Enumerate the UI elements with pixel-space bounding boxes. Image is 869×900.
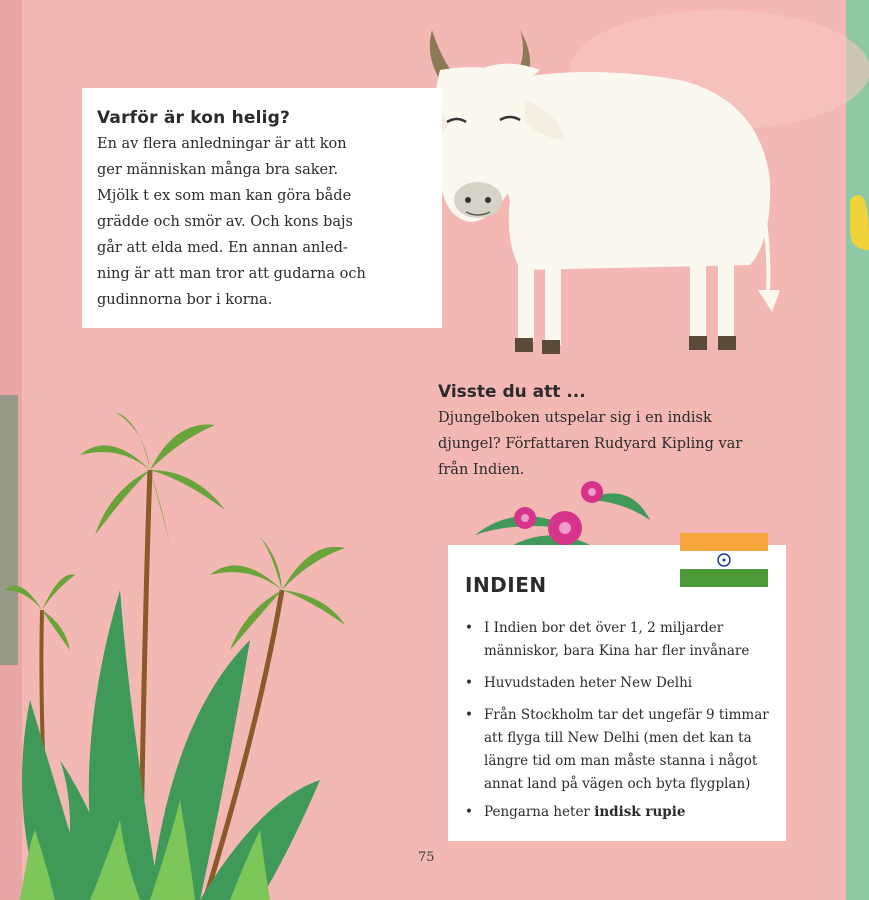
cow-text-line: En av flera anledningar är att kon <box>97 136 347 152</box>
fact-section-title: Visste du att ... <box>438 382 586 402</box>
cow-text-line: ning är att man tror att gudarna och <box>97 266 366 282</box>
india-card-title: INDIEN <box>465 573 547 597</box>
bullet-text-line: att flyga till New Delhi (men det kan ta <box>484 730 752 746</box>
fact-text-line: från Indien. <box>438 462 525 478</box>
bullet-text-line: annat land på vägen och byta flygplan) <box>484 776 751 792</box>
bullet-icon: • <box>465 675 473 691</box>
page-number: 75 <box>418 850 435 865</box>
bullet-text-line: I Indien bor det över 1, 2 miljarder <box>484 620 724 636</box>
bullet-icon: • <box>465 620 473 636</box>
cow-text-line: går att elda med. En annan anled- <box>97 240 348 256</box>
cow-text-line: gudinnorna bor i korna. <box>97 292 273 308</box>
bullet-icon: • <box>465 707 473 723</box>
india-flag-icon <box>680 533 768 587</box>
right-page-edge <box>846 0 869 900</box>
cow-text-line: ger människan många bra saker. <box>97 162 339 178</box>
currency-name: indisk rupie <box>594 804 686 820</box>
bullet-text-line <box>484 804 685 820</box>
fact-text-line: Djungelboken utspelar sig i en indisk <box>438 410 712 426</box>
cow-text-line: grädde och smör av. Och kons bajs <box>97 214 353 230</box>
left-photo-edge <box>0 395 18 665</box>
bullet-text-line: längre tid om man måste stanna i något <box>484 753 758 769</box>
currency-prefix: Pengarna heter <box>484 804 595 820</box>
bullet-text-line: Från Stockholm tar det ungefär 9 timmar <box>484 707 769 723</box>
bullet-text-line: människor, bara Kina har fler invånare <box>484 643 750 659</box>
cow-text-line: Mjölk t ex som man kan göra både <box>97 188 352 204</box>
cow-section-title: Varför är kon helig? <box>97 108 291 128</box>
bullet-text-line: Huvudstaden heter New Delhi <box>484 675 693 691</box>
bullet-icon: • <box>465 804 473 820</box>
fact-text-line: djungel? Författaren Rudyard Kipling var <box>438 436 743 452</box>
